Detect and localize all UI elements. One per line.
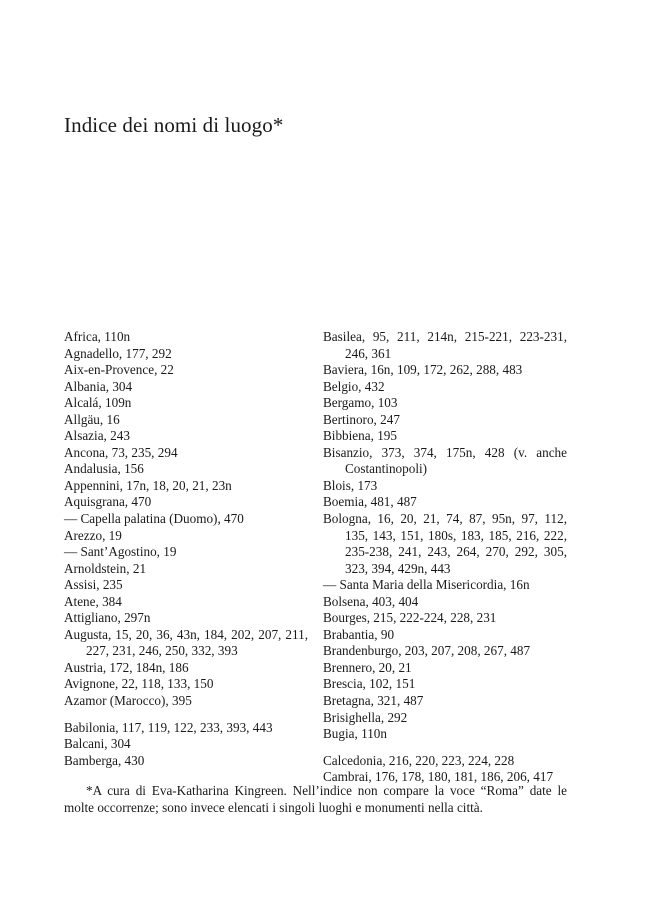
index-entry: Ancona, 73, 235, 294	[64, 444, 178, 460]
index-entry: Allgäu, 16	[64, 411, 120, 427]
index-entry: Arnoldstein, 21	[64, 560, 147, 576]
index-entry: Bologna, 16, 20, 21, 74, 87, 95n, 97, 112, 135, 143, 151, 180s, 183, 185, 216, 222, 235-238, 241, 243, 264, 270, 292, 305, 323, 394, 429n, 443	[323, 511, 567, 576]
index-entry: Africa, 110n	[64, 329, 131, 344]
index-entry: Arezzo, 19	[64, 527, 122, 543]
letter-group-gap	[323, 743, 567, 753]
index-subentry: — Capella palatina (Duomo), 470	[64, 511, 244, 527]
index-entry: Assisi, 235	[64, 577, 123, 593]
index-entry: Avignone, 22, 118, 133, 150	[64, 676, 214, 692]
index-entry: Brandenburgo, 203, 207, 208, 267, 487	[323, 643, 531, 659]
index-entry: Bibbiena, 195	[323, 428, 397, 444]
index-subentry: — Sant’Agostino, 19	[64, 544, 177, 560]
index-entry: Azamor (Marocco), 395	[64, 693, 192, 709]
index-entry: Albania, 304	[64, 378, 133, 394]
index-column-left	[64, 329, 308, 769]
index-entry: Belgio, 432	[323, 378, 385, 394]
index-column-right	[323, 329, 567, 786]
index-entry: Aquisgrana, 470	[64, 494, 152, 510]
index-entry: Bugia, 110n	[323, 726, 387, 742]
index-entry: Brisighella, 292	[323, 709, 408, 725]
index-entry: Augusta, 15, 20, 36, 43n, 184, 202, 207, 211, 227, 231, 246, 250, 332, 393	[64, 626, 308, 659]
index-entry: Basilea, 95, 211, 214n, 215-221, 223-231, 246, 361	[323, 329, 567, 361]
index-entry: Boemia, 481, 487	[323, 494, 417, 510]
index-entry: Attigliano, 297n	[64, 610, 151, 626]
index-entry: Cambrai, 176, 178, 180, 181, 186, 206, 417	[323, 769, 554, 785]
index-entry: Bretagna, 321, 487	[323, 693, 424, 709]
index-entry: Alcalá, 109n	[64, 395, 132, 411]
letter-group-gap	[64, 710, 308, 720]
index-entry: Bergamo, 103	[323, 395, 398, 411]
index-entry: Brennero, 20, 21	[323, 659, 412, 675]
index-entry: Agnadello, 177, 292	[64, 345, 172, 361]
index-entry: Bourges, 215, 222-224, 228, 231	[323, 610, 497, 626]
index-entry: Alsazia, 243	[64, 428, 130, 444]
index-entry: Babilonia, 117, 119, 122, 233, 393, 443	[64, 719, 273, 735]
index-entry: Appennini, 17n, 18, 20, 21, 23n	[64, 477, 232, 493]
index-entry: Bamberga, 430	[64, 752, 145, 768]
index-entry: Bisanzio, 373, 374, 175n, 428 (v. anche Costantinopoli)	[323, 444, 567, 477]
index-entry: Balcani, 304	[64, 736, 131, 752]
index-subentry: — Santa Maria della Misericordia, 16n	[323, 577, 530, 593]
index-entry: Brescia, 102, 151	[323, 676, 416, 692]
page-title: Indice dei nomi di luogo*	[64, 113, 284, 137]
index-entry: Andalusia, 156	[64, 461, 144, 477]
index-entry: Atene, 384	[64, 593, 122, 609]
index-entry: Baviera, 16n, 109, 172, 262, 288, 483	[323, 362, 523, 378]
index-entry: Aix-en-Provence, 22	[64, 362, 174, 378]
footnote: *A cura di Eva-Katharina Kingreen. Nell’indice non compare la voce “Roma” date le molte occorrenze; sono invece elencati i singoli luoghi e monumenti nella città.	[64, 783, 567, 815]
index-entry: Bolsena, 403, 404	[323, 593, 419, 609]
index-entry: Austria, 172, 184n, 186	[64, 659, 189, 675]
index-entry: Blois, 173	[323, 477, 378, 493]
index-entry: Bertinoro, 247	[323, 411, 400, 427]
index-entry: Brabantia, 90	[323, 626, 395, 642]
index-entry: Calcedonia, 216, 220, 223, 224, 228	[323, 752, 515, 768]
